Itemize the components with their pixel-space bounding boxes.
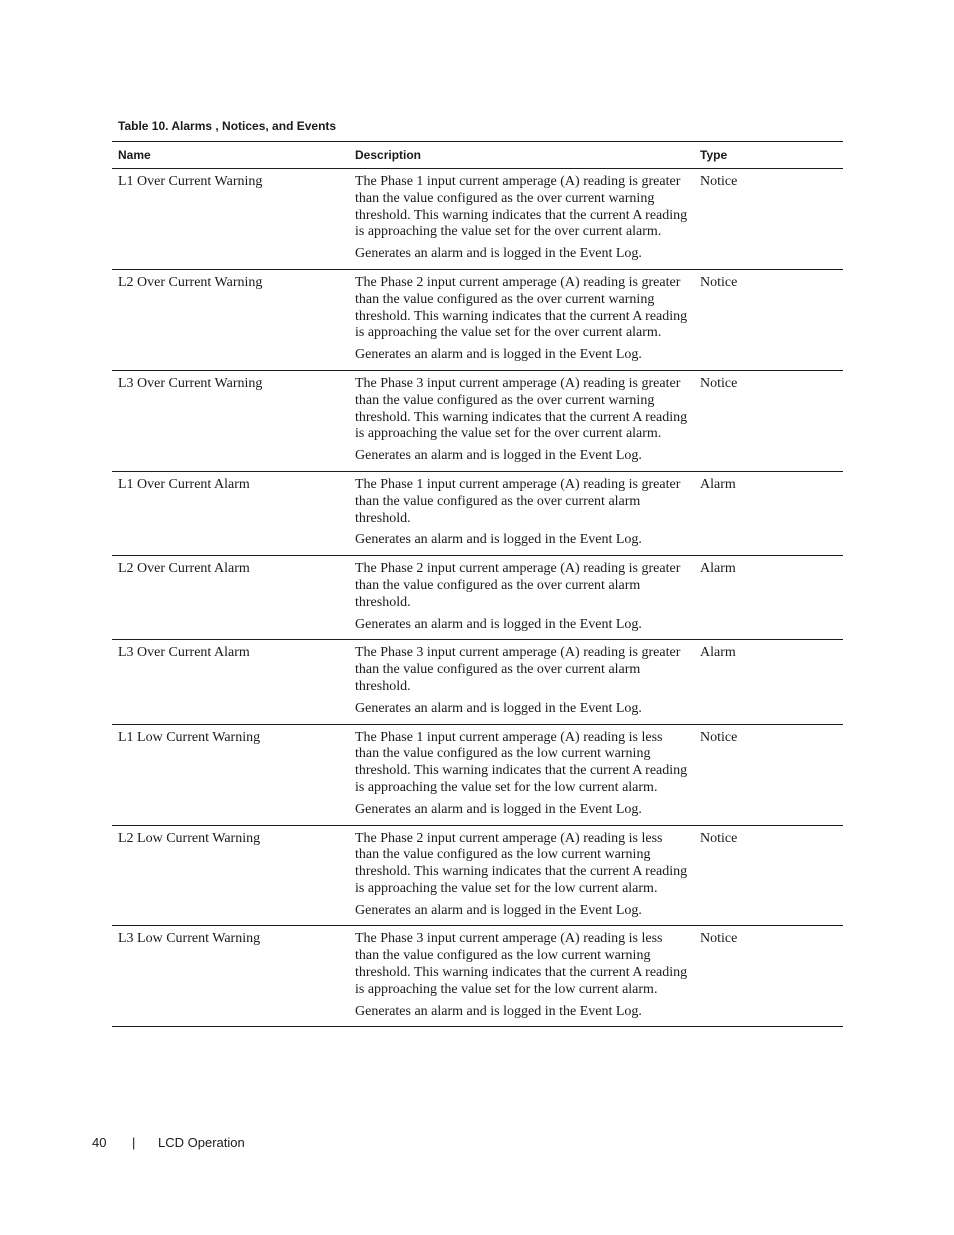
row-description: The Phase 2 input current amperage (A) reading is greater than the value configured as the over current warning threshold. This warning indicates that the current A reading is approaching the value set for the over current alarm. [355,274,688,341]
row-description-cell [349,269,694,370]
row-description: The Phase 2 input current amperage (A) reading is greater than the value configured as the over current alarm threshold. [355,561,681,610]
row-name: L2 Over Current Warning [112,269,349,370]
row-type: Notice [694,269,843,370]
row-note: Generates an alarm and is logged in the Event Log. [355,532,642,548]
table-row [112,556,843,640]
alarms-table [112,141,843,1027]
row-description-cell [349,370,694,471]
row-description-cell [349,724,694,825]
row-note: Generates an alarm and is logged in the Event Log. [355,246,642,262]
row-note: Generates an alarm and is logged in the Event Log. [355,1003,642,1019]
page-footer [92,1135,245,1150]
row-note: Generates an alarm and is logged in the Event Log. [355,448,642,464]
page-number: 40 [92,1135,107,1150]
table-row [112,370,843,471]
row-name: L3 Over Current Alarm [112,640,349,724]
row-name: L1 Over Current Warning [112,169,349,270]
row-note: Generates an alarm and is logged in the Event Log. [355,801,642,817]
row-description: The Phase 3 input current amperage (A) reading is greater than the value configured as the over current alarm threshold. [355,645,681,694]
row-type: Notice [694,370,843,471]
header-description: Description [349,142,694,169]
row-type: Alarm [694,556,843,640]
row-type: Alarm [694,640,843,724]
row-description-cell [349,926,694,1027]
section-title: LCD Operation [158,1135,245,1150]
row-type: Alarm [694,471,843,555]
table-row [112,169,843,270]
row-description: The Phase 3 input current amperage (A) reading is less than the value configured as the low current warning threshold. This warning indicates that the current A reading is approaching the value set for the low current alarm. [355,931,688,997]
row-type: Notice [694,724,843,825]
row-name: L2 Low Current Warning [112,825,349,926]
row-type: Notice [694,169,843,270]
row-description-cell [349,471,694,555]
row-description: The Phase 3 input current amperage (A) reading is greater than the value configured as the over current warning threshold. This warning indicates that the current A reading is approaching the value set for the over current alarm. [355,375,688,442]
table-row [112,724,843,825]
table-row [112,269,843,370]
table-row [112,825,843,926]
table-row [112,926,843,1027]
row-type: Notice [694,926,843,1027]
row-description-cell [349,556,694,640]
table-row [112,471,843,555]
row-description: The Phase 1 input current amperage (A) reading is less than the value configured as the low current warning threshold. This warning indicates that the current A reading is approaching the value set for the low current alarm. [355,729,688,795]
row-description-cell [349,825,694,926]
table-caption: Table 10. Alarms , Notices, and Events [118,119,337,133]
table-row [112,640,843,724]
row-name: L1 Low Current Warning [112,724,349,825]
row-type: Notice [694,825,843,926]
row-name: L2 Over Current Alarm [112,556,349,640]
row-description-cell [349,169,694,270]
footer-separator: | [132,1135,136,1150]
row-name: L3 Low Current Warning [112,926,349,1027]
row-name: L3 Over Current Warning [112,370,349,471]
row-description-cell [349,640,694,724]
row-note: Generates an alarm and is logged in the Event Log. [355,347,642,363]
header-name: Name [112,142,349,169]
row-note: Generates an alarm and is logged in the Event Log. [355,902,642,918]
header-type: Type [694,142,843,169]
row-name: L1 Over Current Alarm [112,471,349,555]
table-header-row [112,142,843,169]
row-description: The Phase 1 input current amperage (A) reading is greater than the value configured as the over current alarm threshold. [355,476,681,526]
row-note: Generates an alarm and is logged in the Event Log. [355,700,642,716]
row-description: The Phase 2 input current amperage (A) reading is less than the value configured as the low current warning threshold. This warning indicates that the current A reading is approaching the value set for the low current alarm. [355,830,688,896]
row-note: Generates an alarm and is logged in the Event Log. [355,616,642,632]
row-description: The Phase 1 input current amperage (A) reading is greater than the value configured as the over current warning threshold. This warning indicates that the current A reading is approaching the value set for the over current alarm. [355,174,688,240]
